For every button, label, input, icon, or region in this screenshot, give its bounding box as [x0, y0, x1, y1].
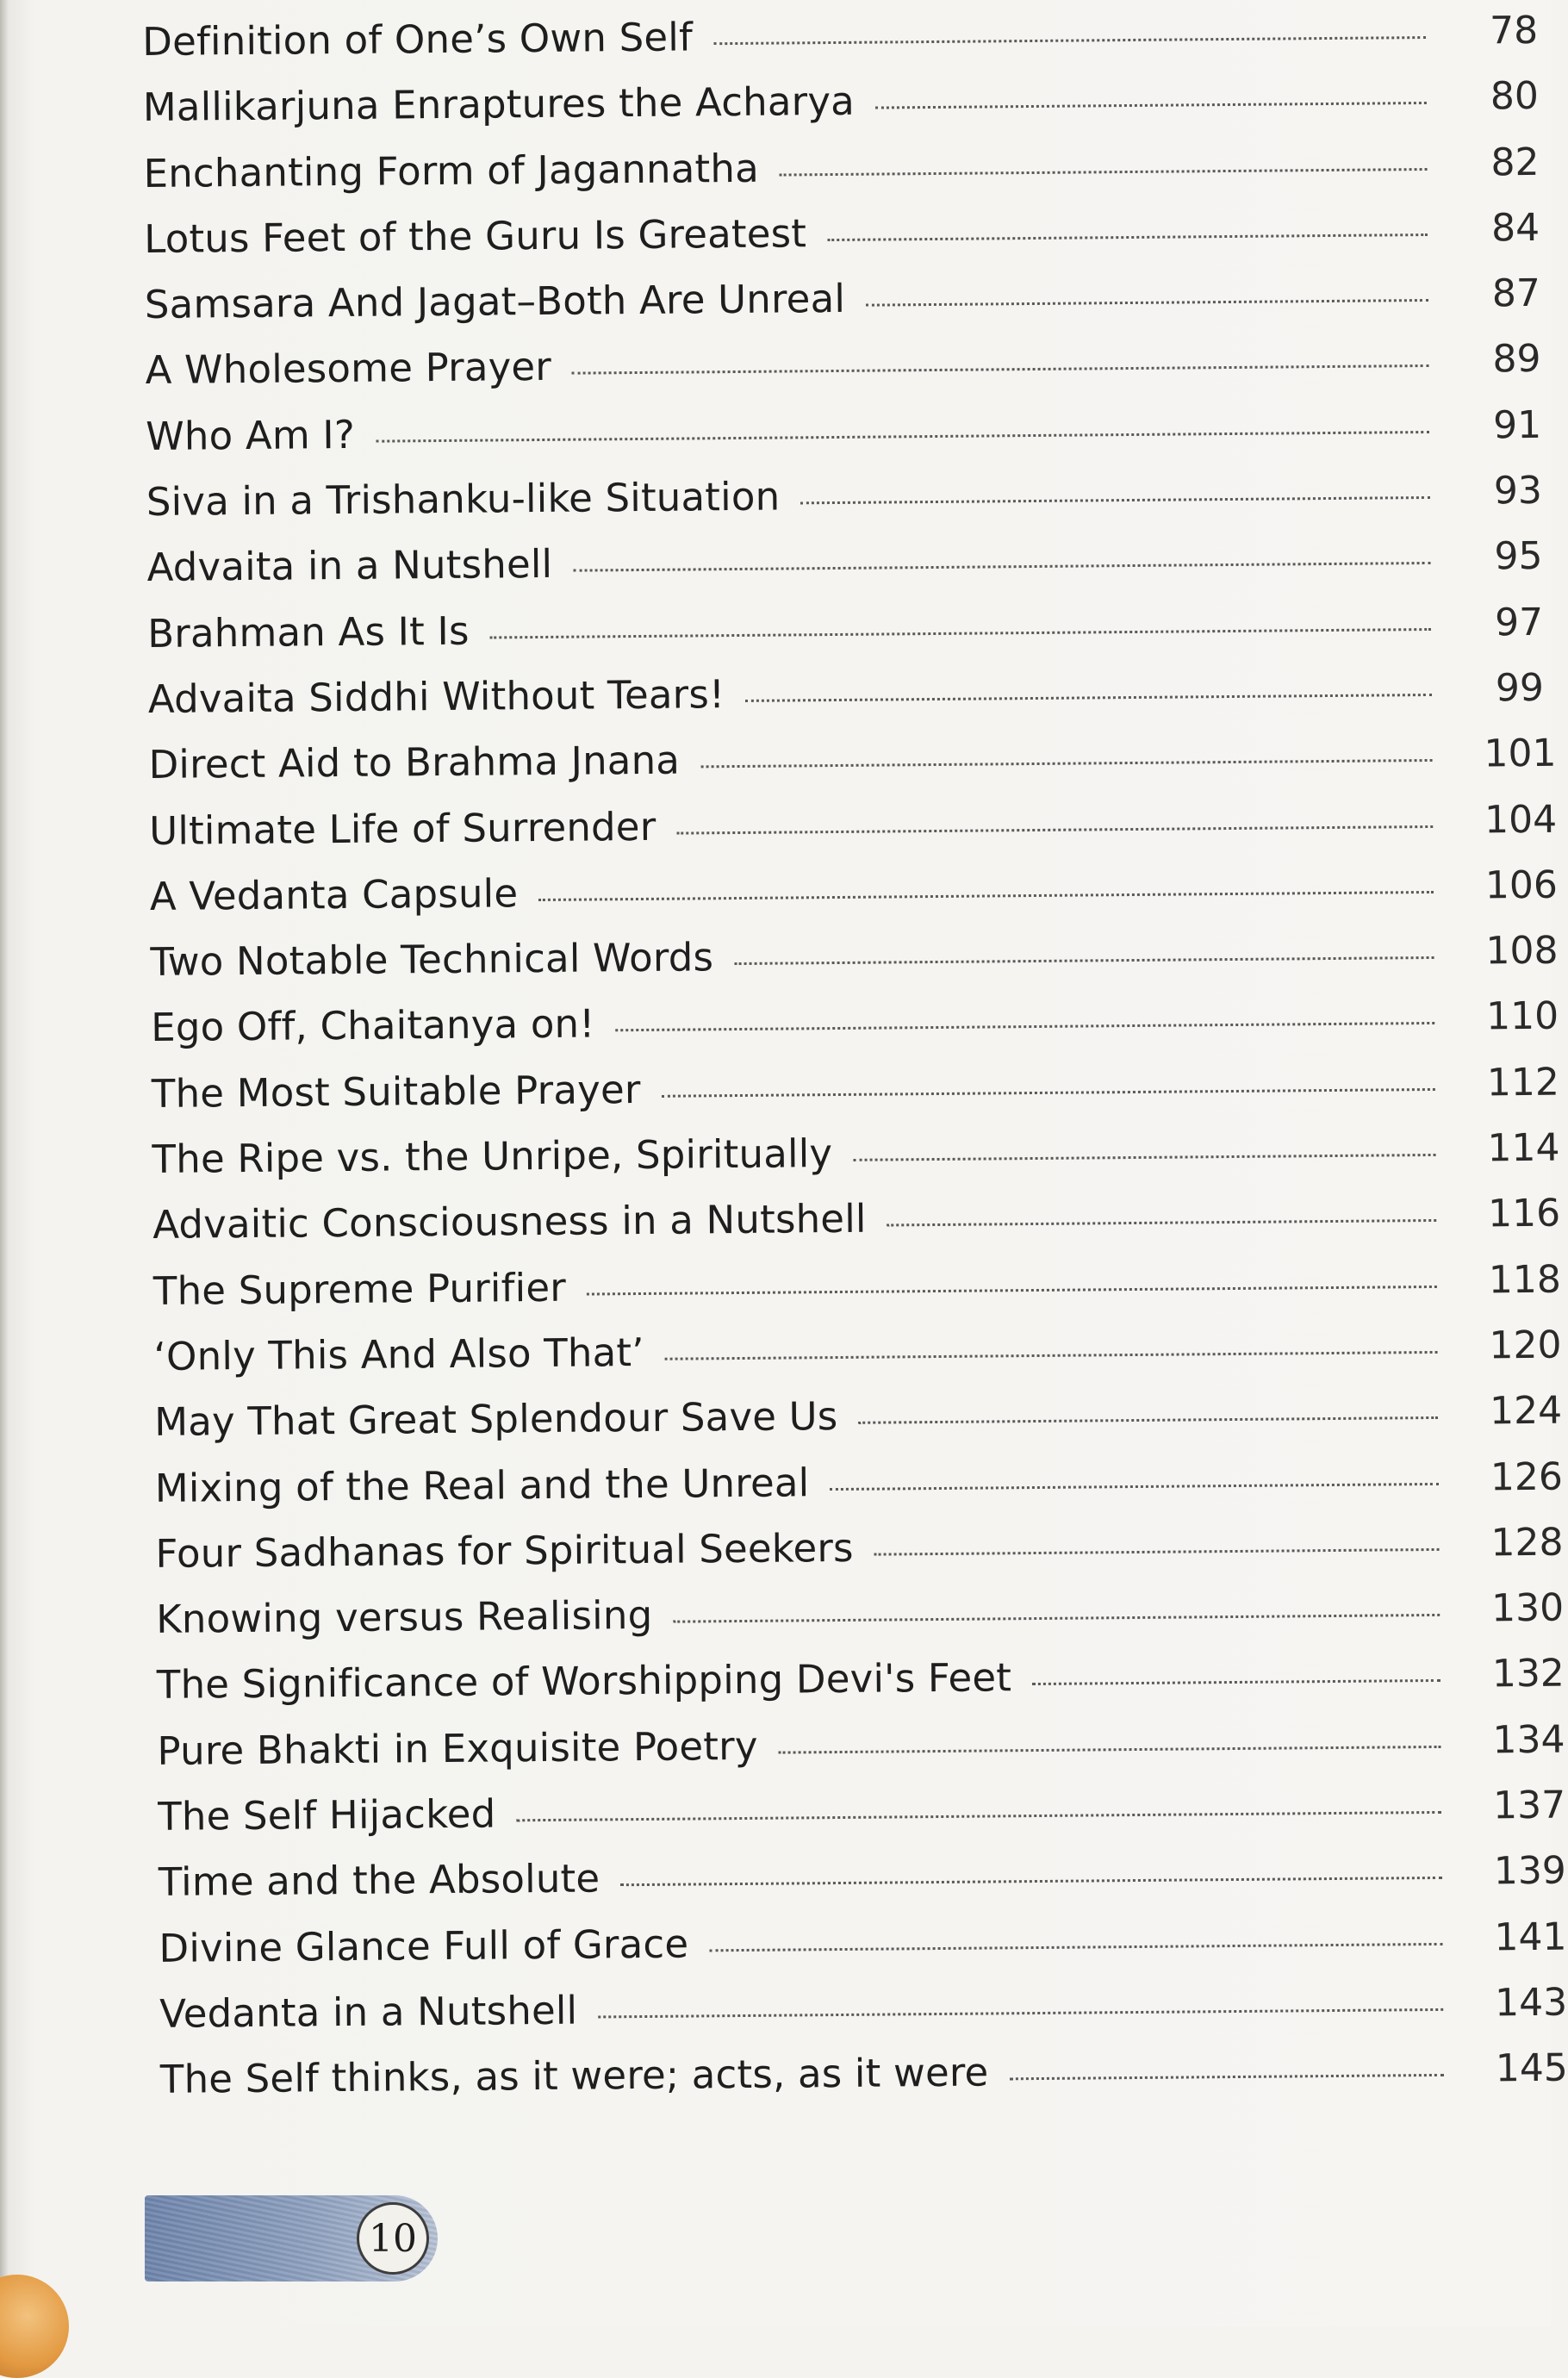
dot-leader: [734, 956, 1434, 965]
toc-entry-page: 82: [1490, 140, 1540, 184]
toc-entry: [156, 1650, 1565, 1727]
toc-entry-title: Time and the Absolute: [158, 1855, 600, 1906]
toc-entry-title: Brahman As It Is: [146, 607, 470, 657]
toc-entry: [158, 1847, 1567, 1925]
dot-leader: [779, 1746, 1441, 1754]
toc-entry-page: 139: [1493, 1848, 1567, 1894]
toc-entry-title: Four Sadhanas for Spiritual Seekers: [155, 1524, 854, 1577]
toc-entry-title: Siva in a Trishanku-like Situation: [146, 473, 781, 526]
thumb-in-corner: [0, 2275, 69, 2378]
toc-entry-page: 101: [1484, 731, 1557, 776]
toc-entry: [159, 1979, 1568, 2057]
dot-leader: [662, 1088, 1435, 1098]
dot-leader: [665, 1351, 1438, 1360]
toc-entry: [155, 1519, 1564, 1597]
dot-leader: [1009, 2074, 1443, 2080]
dot-leader: [745, 694, 1432, 702]
toc-entry-title: Definition of One’s Own Self: [142, 14, 694, 65]
toc-entry: [145, 335, 1541, 413]
toc-entry-title: Lotus Feet of the Guru Is Greatest: [143, 210, 807, 262]
toc-entry-title: Mallikarjuna Enraptures the Acharya: [142, 78, 856, 131]
dot-leader: [700, 759, 1432, 768]
toc-entry-title: The Supreme Purifier: [152, 1264, 567, 1314]
toc-entry-page: 124: [1489, 1388, 1563, 1434]
dot-leader: [1032, 1679, 1440, 1685]
dot-leader: [709, 1943, 1442, 1952]
toc-entry-page: 126: [1490, 1454, 1564, 1499]
page-number: 10: [357, 2202, 429, 2275]
toc-entry: [150, 993, 1559, 1070]
dot-leader: [376, 431, 1429, 443]
toc-entry: [150, 927, 1559, 1005]
toc-entry-page: 95: [1494, 534, 1543, 579]
toc-entry-page: 130: [1490, 1585, 1565, 1631]
dot-leader: [866, 299, 1428, 307]
toc-entry: [157, 1782, 1566, 1859]
toc-entry-page: 106: [1484, 862, 1559, 908]
toc-entry-page: 78: [1489, 8, 1539, 53]
dot-leader: [875, 102, 1427, 109]
toc-entry: [149, 862, 1559, 939]
toc-entry: [142, 7, 1539, 84]
toc-entry-page: 87: [1491, 271, 1541, 316]
toc-entry: [151, 1059, 1560, 1136]
page-number-tab: [145, 2195, 438, 2282]
toc-entry-page: 120: [1489, 1323, 1562, 1368]
toc-entry-title: Direct Aid to Brahma Jnana: [148, 737, 681, 788]
toc-entry-page: 137: [1492, 1783, 1566, 1828]
dot-leader: [713, 36, 1426, 45]
toc-entry-title: A Vedanta Capsule: [149, 870, 519, 919]
toc-entry-title: Ultimate Life of Surrender: [148, 803, 656, 854]
toc-entry-page: 118: [1488, 1257, 1562, 1303]
toc-entry-page: 89: [1492, 337, 1541, 382]
toc-entry-title: The Self Hijacked: [157, 1790, 496, 1840]
toc-entry: [145, 270, 1541, 347]
toc-entry: [152, 1255, 1562, 1333]
toc-entry-title: Knowing versus Realising: [155, 1592, 653, 1643]
toc-entry-title: The Ripe vs. the Unripe, Spiritually: [152, 1130, 833, 1182]
toc-entry-title: Divine Glance Full of Grace: [159, 1920, 689, 1971]
toc-entry: [144, 204, 1540, 282]
toc-entry-page: 116: [1487, 1192, 1561, 1236]
toc-entry-title: The Most Suitable Prayer: [151, 1066, 641, 1117]
toc-entry-page: 84: [1490, 205, 1540, 251]
toc-entry: [153, 1322, 1562, 1399]
toc-entry-page: 132: [1491, 1652, 1565, 1696]
dot-leader: [572, 364, 1429, 375]
toc-entry-page: 145: [1495, 2045, 1568, 2091]
toc-entry-title: Samsara And Jagat–Both Are Unreal: [144, 276, 846, 328]
toc-entry-page: 134: [1492, 1717, 1565, 1763]
toc-entry-title: The Self thinks, as it were; acts, as it were: [159, 2049, 989, 2103]
toc-entry-title: ‘Only This And Also That’: [153, 1329, 644, 1379]
toc-entry: [147, 599, 1544, 676]
toc-entry: [152, 1124, 1560, 1202]
toc-entry-title: Enchanting Form of Jagannatha: [143, 145, 760, 196]
toc-entry: [148, 795, 1558, 873]
dot-leader: [620, 1877, 1442, 1886]
toc-entry: [159, 1913, 1567, 1990]
toc-entry-page: 99: [1495, 665, 1545, 711]
table-of-contents: [142, 7, 1568, 2123]
toc-entry: [146, 532, 1543, 610]
toc-entry-title: Advaita Siddhi Without Tears!: [147, 671, 725, 722]
toc-entry-title: Advaita in a Nutshell: [146, 541, 553, 591]
toc-entry-page: 141: [1494, 1914, 1567, 1959]
dot-leader: [780, 168, 1428, 177]
toc-entry: [154, 1453, 1564, 1530]
dot-leader: [887, 1219, 1437, 1227]
toc-entry: [157, 1716, 1565, 1794]
toc-entry-title: Advaitic Consciousness in a Nutshell: [152, 1196, 867, 1248]
toc-entry-page: 93: [1493, 468, 1543, 514]
toc-entry: [152, 1190, 1561, 1267]
toc-entry-title: Vedanta in a Nutshell: [159, 1987, 578, 2037]
toc-entry-page: 104: [1484, 797, 1558, 842]
dot-leader: [573, 562, 1430, 572]
dot-leader: [598, 2008, 1443, 2019]
dot-leader: [827, 233, 1428, 241]
toc-entry-page: 97: [1494, 600, 1544, 644]
toc-entry-page: 108: [1485, 928, 1559, 974]
dot-leader: [676, 825, 1433, 835]
toc-entry-page: 143: [1494, 1980, 1568, 2026]
toc-entry-page: 80: [1490, 74, 1540, 119]
dot-leader: [874, 1548, 1440, 1556]
toc-entry-title: Pure Bhakti in Exquisite Poetry: [157, 1722, 758, 1774]
toc-entry-page: 110: [1485, 994, 1559, 1039]
toc-entry: [148, 730, 1557, 807]
toc-entry-page: 128: [1490, 1520, 1564, 1566]
dot-leader: [587, 1285, 1437, 1296]
dot-leader: [673, 1614, 1440, 1623]
toc-entry: [146, 402, 1542, 479]
toc-entry-title: May That Great Splendour Save Us: [153, 1393, 838, 1446]
dot-leader: [853, 1154, 1435, 1161]
toc-entry: [148, 664, 1545, 742]
dot-leader: [859, 1416, 1439, 1424]
dot-leader: [616, 1022, 1435, 1031]
dot-leader: [516, 1811, 1441, 1821]
toc-entry: [159, 2045, 1568, 2122]
toc-entry: [155, 1584, 1565, 1662]
toc-entry: [143, 138, 1540, 215]
toc-entry-title: A Wholesome Prayer: [145, 344, 552, 394]
toc-entry-title: Who Am I?: [145, 411, 356, 459]
toc-entry-title: Mixing of the Real and the Unreal: [154, 1459, 810, 1511]
toc-entry-page: 91: [1492, 402, 1542, 448]
toc-entry-page: 112: [1486, 1060, 1560, 1105]
toc-entry-page: 114: [1487, 1125, 1560, 1171]
dot-leader: [830, 1482, 1439, 1490]
toc-entry-title: The Significance of Worshipping Devi's Feet: [156, 1654, 1012, 1709]
toc-entry: [146, 467, 1543, 545]
dot-leader: [800, 496, 1430, 504]
dot-leader: [490, 628, 1432, 639]
toc-entry-title: Ego Off, Chaitanya on!: [150, 1000, 595, 1051]
dot-leader: [538, 891, 1434, 901]
toc-entry-title: Two Notable Technical Words: [150, 934, 714, 986]
toc-entry: [153, 1387, 1563, 1465]
toc-entry: [143, 72, 1540, 150]
